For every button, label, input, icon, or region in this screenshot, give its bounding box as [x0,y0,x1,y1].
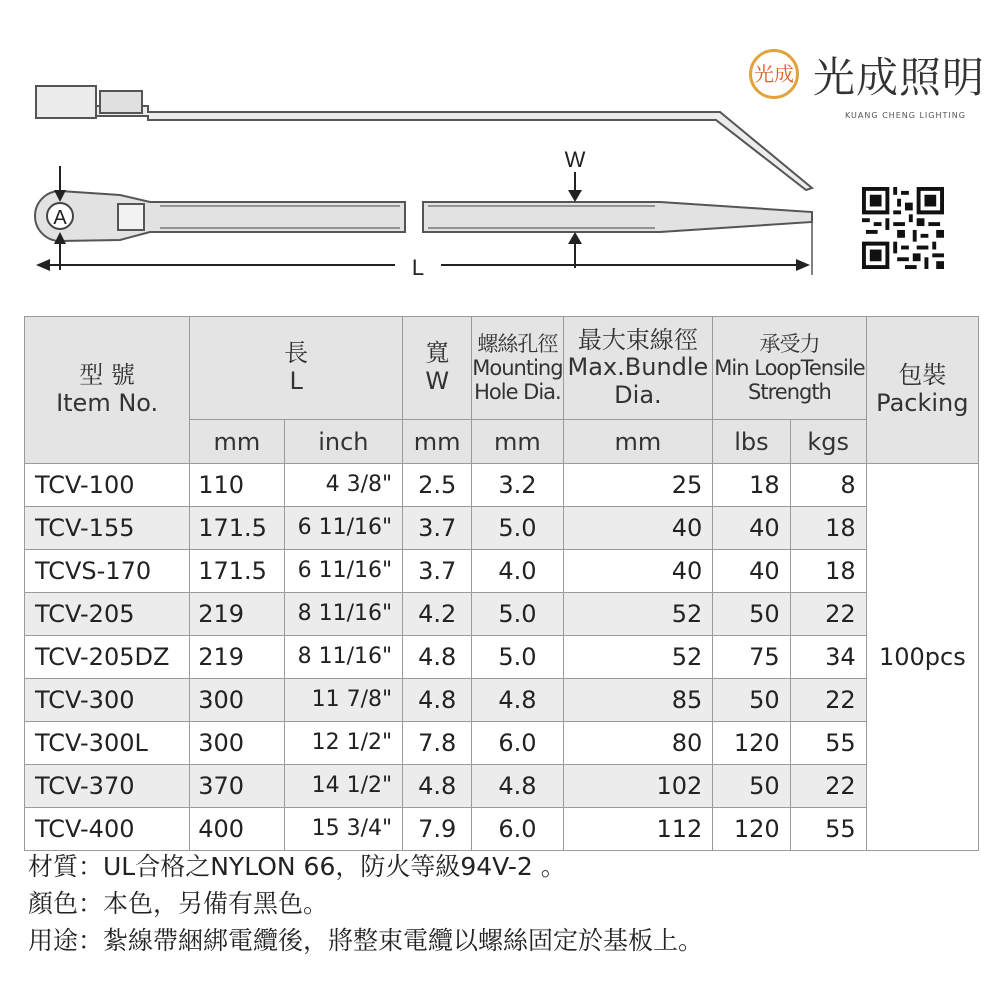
table-row [25,464,979,507]
spec-table [24,316,979,851]
cell-hole: 6.0 [472,808,563,851]
header-bundle-dia: 最大束線徑 Max.Bundle Dia. [563,317,713,420]
cell-item: TCV-100 [25,464,190,507]
cell-mm: 219 [190,593,284,636]
table-row [25,593,979,636]
cell-lbs: 40 [713,507,790,550]
cell-lbs: 75 [713,636,790,679]
cell-kgs: 22 [790,593,866,636]
cell-hole: 3.2 [472,464,563,507]
cell-item: TCV-155 [25,507,190,550]
cell-hole: 5.0 [472,636,563,679]
cell-mm: 300 [190,679,284,722]
cell-w: 4.8 [403,679,472,722]
cell-mm: 370 [190,765,284,808]
cell-item: TCV-205DZ [25,636,190,679]
header-length: 長 L [190,317,403,420]
unit-kgs: kgs [790,420,866,464]
note-usage: 用途：紮線帶綑綁電纜後，將整束電纜以螺絲固定於基板上。 [28,926,704,955]
cell-w: 4.8 [403,765,472,808]
cell-inch: 4 3/8" [284,464,403,507]
cell-packing: 100pcs [866,464,978,851]
cell-bundle: 40 [563,550,713,593]
table-row [25,636,979,679]
cell-bundle: 80 [563,722,713,765]
brand-title: 光成照明 [813,53,986,102]
cell-kgs: 8 [790,464,866,507]
cell-lbs: 40 [713,550,790,593]
cell-w: 4.2 [403,593,472,636]
brand-subtitle: KUANG CHENG LIGHTING [845,111,966,120]
cell-lbs: 120 [713,722,790,765]
label-a: A [53,207,67,229]
cell-bundle: 52 [563,593,713,636]
cell-mm: 219 [190,636,284,679]
cell-kgs: 18 [790,507,866,550]
cell-mm: 300 [190,722,284,765]
cell-lbs: 120 [713,808,790,851]
bulb-logo-icon: 光成 [749,49,799,99]
cell-inch: 6 11/16" [284,550,403,593]
cell-item: TCV-205 [25,593,190,636]
cell-inch: 11 7/8" [284,679,403,722]
cell-lbs: 50 [713,679,790,722]
cell-bundle: 52 [563,636,713,679]
table-row [25,550,979,593]
table-row [25,765,979,808]
note-material: 材質：UL合格之NYLON 66，防火等級94V-2 。 [28,852,566,881]
note-color: 顏色：本色，另備有黑色。 [28,889,329,918]
cell-inch: 8 11/16" [284,636,403,679]
cell-w: 2.5 [403,464,472,507]
label-w: W [564,147,586,172]
cell-inch: 6 11/16" [284,507,403,550]
cell-w: 4.8 [403,636,472,679]
cell-w: 7.8 [403,722,472,765]
unit-inch: inch [284,420,403,464]
header-tensile: 承受力 Min LoopTensile Strength [713,317,866,420]
cell-bundle: 102 [563,765,713,808]
cell-kgs: 18 [790,550,866,593]
cell-lbs: 50 [713,765,790,808]
header-packing: 包裝 Packing [866,317,978,464]
cell-kgs: 22 [790,765,866,808]
unit-mm: mm [472,420,563,464]
unit-mm: mm [190,420,284,464]
cell-item: TCV-300 [25,679,190,722]
cell-mm: 400 [190,808,284,851]
cell-hole: 5.0 [472,593,563,636]
cell-kgs: 55 [790,808,866,851]
header-hole-dia: 螺絲孔徑 Mounting Hole Dia. [472,317,563,420]
unit-lbs: lbs [713,420,790,464]
brand-logo [745,45,985,130]
unit-mm: mm [403,420,472,464]
cell-mm: 110 [190,464,284,507]
cell-mm: 171.5 [190,550,284,593]
cell-item: TCV-370 [25,765,190,808]
cell-bundle: 25 [563,464,713,507]
cell-hole: 6.0 [472,722,563,765]
cell-lbs: 50 [713,593,790,636]
header-width: 寬 W [403,317,472,420]
table-row [25,679,979,722]
cell-item: TCV-400 [25,808,190,851]
cell-hole: 4.8 [472,679,563,722]
cell-bundle: 112 [563,808,713,851]
cell-w: 3.7 [403,550,472,593]
label-l: L [411,255,425,280]
cell-inch: 8 11/16" [284,593,403,636]
cell-inch: 15 3/4" [284,808,403,851]
cell-kgs: 22 [790,679,866,722]
cell-bundle: 40 [563,507,713,550]
top-view [35,191,812,241]
cell-w: 3.7 [403,507,472,550]
cell-mm: 171.5 [190,507,284,550]
cell-kgs: 34 [790,636,866,679]
header-item-no: 型 號 Item No. [25,317,190,464]
cell-item: TCV-300L [25,722,190,765]
cell-item: TCVS-170 [25,550,190,593]
cell-bundle: 85 [563,679,713,722]
cell-lbs: 18 [713,464,790,507]
cell-inch: 12 1/2" [284,722,403,765]
unit-mm: mm [563,420,713,464]
cell-hole: 5.0 [472,507,563,550]
cell-kgs: 55 [790,722,866,765]
cell-hole: 4.8 [472,765,563,808]
cell-inch: 14 1/2" [284,765,403,808]
table-row [25,507,979,550]
table-row [25,722,979,765]
product-notes [28,848,703,959]
cell-hole: 4.0 [472,550,563,593]
table-row [25,808,979,851]
side-view [36,86,812,190]
cell-w: 7.9 [403,808,472,851]
qr-code-icon [862,187,944,269]
